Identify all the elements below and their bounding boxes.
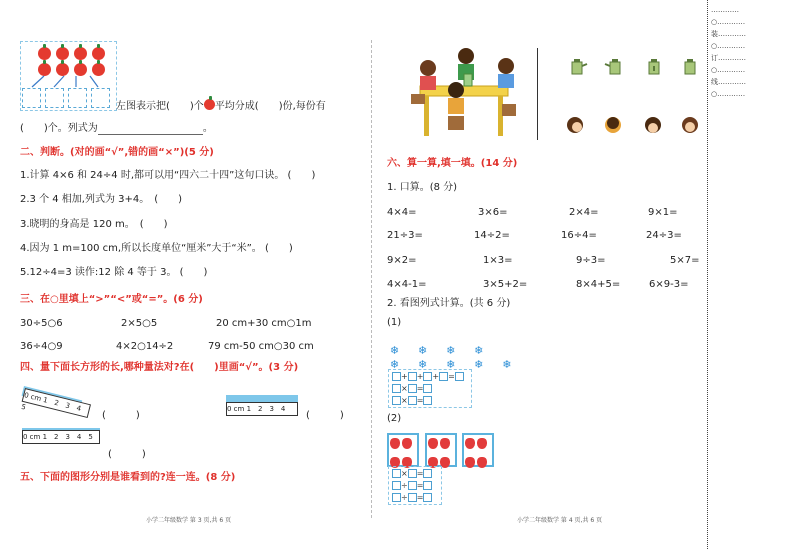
snowflake-icon: ❄ bbox=[389, 358, 400, 371]
calc-item: 5×7= bbox=[670, 255, 700, 266]
teapot-icon bbox=[681, 56, 699, 78]
compare-item: 4×2○14÷2 bbox=[116, 341, 174, 352]
binding-line bbox=[707, 0, 709, 549]
blank-box[interactable] bbox=[392, 493, 401, 502]
calc-item: 24÷3= bbox=[646, 230, 682, 241]
empty-box[interactable] bbox=[91, 88, 110, 108]
q1-text-b: 平均分成( )份,每份有 bbox=[214, 101, 326, 112]
blank-box[interactable] bbox=[392, 481, 401, 490]
empty-box[interactable] bbox=[68, 88, 87, 108]
blank-box[interactable] bbox=[408, 481, 417, 490]
snowflake-icon: ❄ bbox=[417, 344, 428, 357]
subsection-2-title: 2. 看图列式计算。(共 6 分) bbox=[387, 298, 511, 309]
calc-item: 4×4= bbox=[387, 207, 417, 218]
judge-item: 2.3 个 4 相加,列式为 3+4。 ( ) bbox=[20, 194, 183, 205]
calc-item: 1×3= bbox=[483, 255, 513, 266]
blank-box[interactable] bbox=[423, 384, 432, 393]
empty-box[interactable] bbox=[22, 88, 41, 108]
snowflake-icon: ❄ bbox=[389, 344, 400, 357]
strawberry-box bbox=[425, 433, 457, 467]
calc-item: 14÷2= bbox=[474, 230, 510, 241]
strawberry-box bbox=[387, 433, 419, 467]
snowflake-icon: ❄ bbox=[502, 358, 512, 371]
blank-box[interactable] bbox=[455, 372, 464, 381]
apple-icon bbox=[56, 47, 69, 60]
blank-box[interactable] bbox=[392, 372, 401, 381]
section-4-title: 四、量下面长方形的长,哪种量法对?在( )里画“√”。(3 分) bbox=[20, 362, 299, 373]
child-head-icon bbox=[681, 115, 699, 135]
part-2-label: (2) bbox=[387, 413, 402, 424]
answer-paren-a[interactable]: ( ) bbox=[102, 410, 140, 421]
answer-paren-b[interactable]: ( ) bbox=[306, 410, 344, 421]
strawberry-icon bbox=[402, 438, 412, 449]
footer-right: 小学二年级数学 第 4 页,共 6 页 bbox=[517, 517, 603, 524]
q1-line1 bbox=[116, 99, 326, 113]
compare-item: 79 cm-50 cm○30 cm bbox=[208, 341, 314, 352]
calc-item: 6×9-3= bbox=[649, 279, 689, 290]
calc-item: 21÷3= bbox=[387, 230, 423, 241]
apple-icon bbox=[38, 47, 51, 60]
strawberry-icon bbox=[428, 438, 438, 449]
page-divider bbox=[371, 40, 372, 518]
blank-box[interactable] bbox=[392, 469, 401, 478]
blank-box[interactable] bbox=[423, 396, 432, 405]
q1-line2-end: 。 bbox=[202, 123, 213, 134]
binding-text: …………○…………装…………○…………订…………○…………线…………○………… bbox=[711, 6, 746, 98]
blank-box[interactable] bbox=[423, 372, 432, 381]
q1-line2 bbox=[20, 123, 213, 135]
snowflake-icon: ❄ bbox=[446, 358, 456, 371]
blank-box[interactable] bbox=[408, 372, 417, 381]
answer-paren-c[interactable]: ( ) bbox=[108, 449, 146, 460]
section-3-title: 三、在○里填上“>”“<”或“=”。(6 分) bbox=[20, 294, 203, 305]
compare-item: 36÷4○9 bbox=[20, 341, 63, 352]
apple-icon bbox=[74, 47, 87, 60]
strawberry-icon bbox=[465, 438, 475, 449]
judge-item: 1.计算 4×6 和 24÷4 时,都可以用“四六二十四”这句口诀。 ( ) bbox=[20, 170, 316, 181]
calc-item: 9×1= bbox=[648, 207, 678, 218]
teapot-icon bbox=[604, 56, 624, 78]
empty-box[interactable] bbox=[45, 88, 64, 108]
calc-item: 4×4-1= bbox=[387, 279, 427, 290]
blank-box[interactable] bbox=[392, 396, 401, 405]
calc-item: 9÷3= bbox=[576, 255, 606, 266]
strawberry-icon bbox=[477, 438, 487, 449]
blank-box[interactable] bbox=[423, 493, 432, 502]
blank-box[interactable] bbox=[423, 481, 432, 490]
snowflake-icon: ❄ bbox=[446, 344, 456, 357]
strawberry-icon bbox=[440, 438, 450, 449]
vertical-separator bbox=[537, 48, 538, 140]
q1-line2-text: ( )个。列式为 bbox=[20, 123, 98, 134]
calc-item: 8×4+5= bbox=[576, 279, 621, 290]
apple-icon bbox=[92, 47, 105, 60]
children-at-table-illustration bbox=[408, 44, 526, 140]
strawberry-icon bbox=[477, 457, 487, 468]
blank-box[interactable] bbox=[423, 469, 432, 478]
equation-line: + + + = bbox=[392, 372, 464, 382]
snowflake-icon: ❄ bbox=[417, 358, 428, 371]
equation-line: × = bbox=[392, 469, 432, 479]
ruler-c: 0 cm 1 2 3 4 5 bbox=[22, 430, 100, 444]
q1-text-a: 左图表示把( )个 bbox=[116, 101, 204, 112]
snowflake-icon: ❄ bbox=[474, 344, 484, 357]
compare-item: 20 cm+30 cm○1m bbox=[216, 318, 312, 329]
calc-item: 3×5+2= bbox=[483, 279, 528, 290]
calc-item: 9×2= bbox=[387, 255, 417, 266]
part-1-label: (1) bbox=[387, 317, 402, 328]
judge-item: 5.12÷4=3 读作:12 除 4 等于 3。 ( ) bbox=[20, 267, 208, 278]
footer-left: 小学二年级数学 第 3 页,共 6 页 bbox=[146, 517, 232, 524]
calc-item: 3×6= bbox=[478, 207, 508, 218]
compare-item: 30÷5○6 bbox=[20, 318, 63, 329]
equation-line: × = bbox=[392, 384, 432, 394]
teapot-icon bbox=[645, 56, 663, 78]
child-head-icon bbox=[566, 115, 584, 135]
snowflake-icon: ❄ bbox=[474, 358, 484, 371]
blank-box[interactable] bbox=[408, 469, 417, 478]
strawberry-icon bbox=[465, 457, 475, 468]
blank-box[interactable] bbox=[408, 493, 417, 502]
strawberry-box bbox=[462, 433, 494, 467]
blank-box[interactable] bbox=[439, 372, 448, 381]
blank-box[interactable] bbox=[408, 396, 417, 405]
teapot-icon bbox=[568, 56, 588, 78]
compare-item: 2×5○5 bbox=[121, 318, 158, 329]
section-5-title: 五、下面的图形分别是谁看到的?连一连。(8 分) bbox=[20, 472, 236, 483]
calc-item: 16÷4= bbox=[561, 230, 597, 241]
equation-line: ÷ = bbox=[392, 481, 432, 491]
blank-box[interactable] bbox=[408, 384, 417, 393]
equation-line: ÷ = bbox=[392, 493, 432, 503]
subsection-1-title: 1. 口算。(8 分) bbox=[387, 182, 458, 193]
ruler-b: 0 cm 1 2 3 4 bbox=[226, 402, 298, 416]
apple-icon bbox=[204, 99, 215, 110]
section-6-title: 六、算一算,填一填。(14 分) bbox=[387, 158, 518, 169]
answer-blank[interactable] bbox=[98, 124, 203, 135]
child-head-icon bbox=[644, 115, 662, 135]
calc-item: 2×4= bbox=[569, 207, 599, 218]
strawberry-icon bbox=[390, 438, 400, 449]
section-2-title: 二、判断。(对的画“√”,错的画“×”)(5 分) bbox=[20, 147, 214, 158]
child-head-icon bbox=[604, 115, 622, 135]
equation-line: × = bbox=[392, 396, 432, 406]
judge-item: 3.晓明的身高是 120 m。 ( ) bbox=[20, 219, 168, 230]
ruler-a: 0 cm 1 2 3 4 5 bbox=[22, 388, 91, 418]
blank-box[interactable] bbox=[392, 384, 401, 393]
judge-item: 4.因为 1 m=100 cm,所以长度单位“厘米”大于“米”。 ( ) bbox=[20, 243, 293, 254]
